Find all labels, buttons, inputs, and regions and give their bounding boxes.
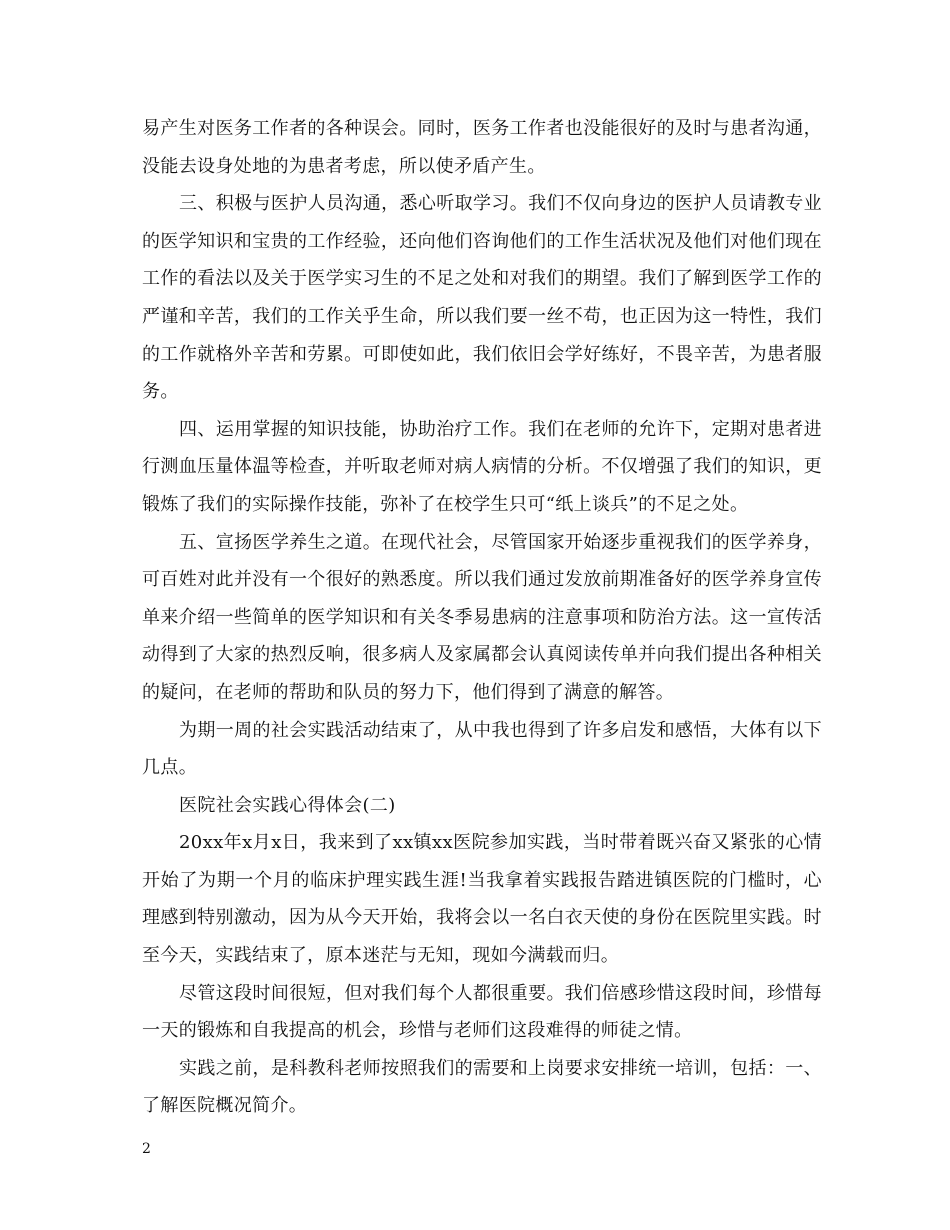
paragraph: 三、积极与医护人员沟通，悉心听取学习。我们不仅向身边的医护人员请教专业的医学知识和宝贵的工作经验，还向他们咨询他们的工作生活状况及他们对他们现在工作的看法以及关于医学实习生的不足之处和对我们的期望。我们了解到医学工作的严谨和辛苦，我们的工作关乎生命，所以我们要一丝不苟，也正因为这一特性，我们的工作就格外辛苦和劳累。可即使如此，我们依旧会学好练好，不畏辛苦，为患者服务。 <box>142 193 822 403</box>
paragraph: 易产生对医务工作者的各种误会。同时，医务工作者也没能很好的及时与患者沟通，没能去设身处地的为患者考虑，所以使矛盾产生。 <box>142 118 822 177</box>
section-heading: 医院社会实践心得体会(二) <box>179 794 396 816</box>
paragraph: 五、宣扬医学养生之道。在现代社会，尽管国家开始逐步重视我们的医学养身，可百姓对此并没有一个很好的熟悉度。所以我们通过发放前期准备好的医学养身宣传单来介绍一些简单的医学知识和有关冬季易患病的注意事项和防治方法。这一宣传活动得到了大家的热烈反响，很多病人及家属都会认真阅读传单并向我们提出各种相关的疑问，在老师的帮助和队员的努力下，他们得到了满意的解答。 <box>142 531 822 703</box>
page-number: 2 <box>142 1141 151 1157</box>
paragraph: 20xx年x月x日，我来到了xx镇xx医院参加实践，当时带着既兴奋又紧张的心情开始了为期一个月的临床护理实践生涯!当我拿着实践报告踏进镇医院的门槛时，心理感到特别激动，因为从今天开始，我将会以一名白衣天使的身份在医院里实践。时至今天，实践结束了，原本迷茫与无知，现如今满载而归。 <box>142 832 822 967</box>
paragraph: 四、运用掌握的知识技能，协助治疗工作。我们在老师的允许下，定期对患者进行测血压量体温等检查，并听取老师对病人病情的分析。不仅增强了我们的知识，更锻炼了我们的实际操作技能，弥补了在校学生只可“纸上谈兵”的不足之处。 <box>142 418 822 515</box>
paragraph: 尽管这段时间很短，但对我们每个人都很重要。我们倍感珍惜这段时间，珍惜每一天的锻炼和自我提高的机会，珍惜与老师们这段难得的师徒之情。 <box>142 982 822 1042</box>
document-body <box>142 110 822 1125</box>
paragraph: 实践之前，是科教科老师按照我们的需要和上岗要求安排统一培训，包括：一、了解医院概况简介。 <box>142 1057 822 1117</box>
paragraph: 为期一周的社会实践活动结束了，从中我也得到了许多启发和感悟，大体有以下几点。 <box>142 719 822 779</box>
